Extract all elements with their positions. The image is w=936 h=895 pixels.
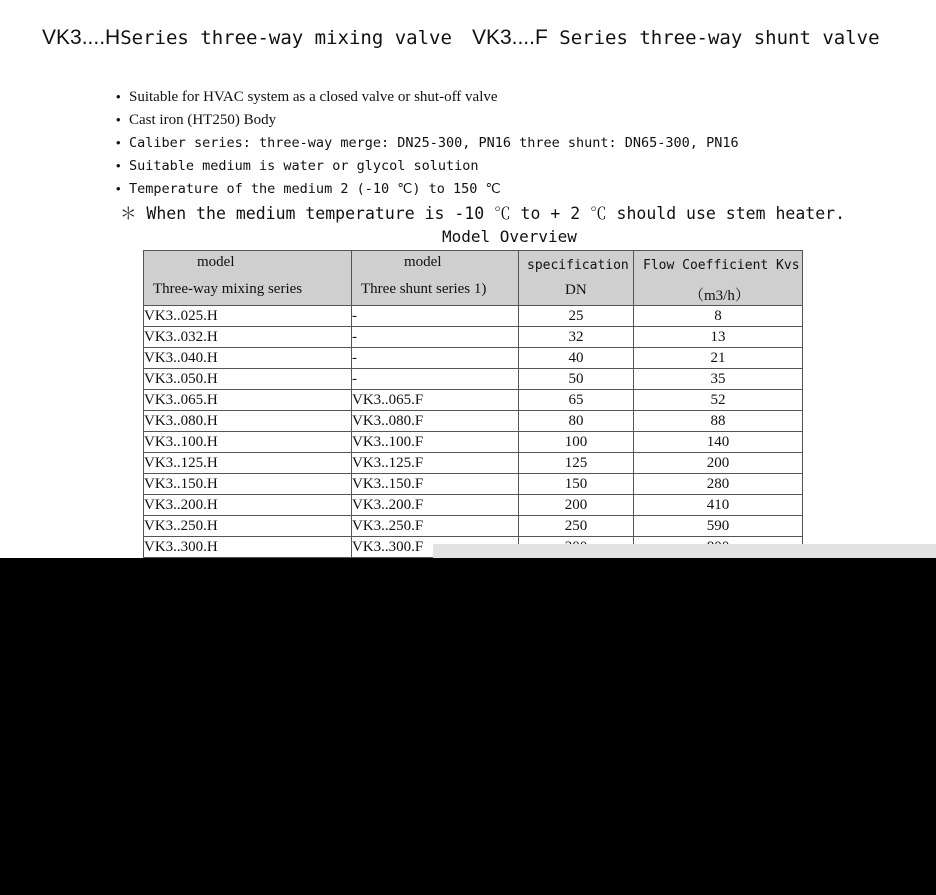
gray-band [433, 544, 936, 558]
header-flow-coefficient: Flow Coefficient Kvs （m3/h） [634, 251, 803, 306]
page-title [42, 24, 880, 51]
table-row: VK3..125.H VK3..125.F 125 200 [144, 453, 803, 474]
title-mixing-code: VK3....H [42, 26, 121, 49]
feature-item: • Temperature of the medium 2 (-10 ℃) to 150 ℃ [116, 181, 501, 197]
table-row: VK3..300.H VK3..300.F [144, 537, 803, 558]
table-header-row [144, 251, 803, 306]
table-row: VK3..200.H VK3..200.F 200 410 [144, 495, 803, 516]
title-shunt-text: Series three-way shunt valve [559, 27, 880, 49]
table-row: VK3..050.H - 50 35 [144, 369, 803, 390]
bullet-icon: • [116, 158, 121, 173]
title-mixing-text: Series three-way mixing valve [120, 27, 452, 49]
table-row: VK3..080.H VK3..080.F 80 88 [144, 411, 803, 432]
table-row: VK3..065.H VK3..065.F 65 52 [144, 390, 803, 411]
feature-item: • Cast iron (HT250) Body [116, 112, 277, 128]
table-row: VK3..150.H VK3..150.F 150 280 [144, 474, 803, 495]
bullet-icon: • [116, 89, 121, 104]
header-shunt-model: model Three shunt series 1) [352, 251, 519, 306]
feature-list [116, 87, 739, 202]
stem-heater-note: ＊ When the medium temperature is -10 ℃ to + 2 ℃ should use stem heater. [120, 204, 846, 223]
table-row: VK3..100.H VK3..100.F 100 140 [144, 432, 803, 453]
table-row: VK3..025.H - 25 8 [144, 306, 803, 327]
title-shunt-code: VK3....F [471, 26, 548, 49]
feature-item: • Caliber series: three-way merge: DN25-300, PN16 three shunt: DN65-300, PN16 [116, 135, 739, 151]
feature-item: • Suitable medium is water or glycol solution [116, 158, 479, 174]
feature-item: • Suitable for HVAC system as a closed valve or shut-off valve [116, 89, 498, 105]
bullet-icon: • [116, 181, 121, 196]
table-row: VK3..250.H VK3..250.F 250 590 [144, 516, 803, 537]
bullet-icon: • [116, 112, 121, 127]
table-caption: Model Overview [442, 227, 577, 246]
bullet-icon: • [116, 135, 121, 150]
header-specification: specification DN [519, 251, 634, 306]
table-row: VK3..032.H - 32 13 [144, 327, 803, 348]
black-region [0, 558, 936, 895]
header-mixing-model: model Three-way mixing series [144, 251, 352, 306]
table-row: VK3..040.H - 40 21 [144, 348, 803, 369]
model-overview-table [143, 250, 803, 558]
